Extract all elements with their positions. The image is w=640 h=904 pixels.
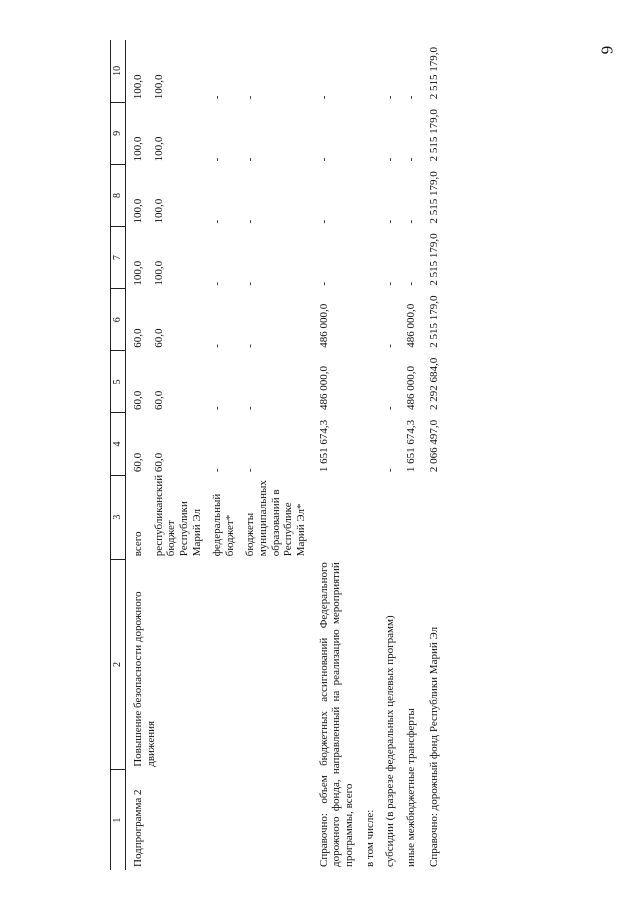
column-header: 7 xyxy=(111,227,126,289)
table-cell: 60,0 xyxy=(152,452,165,473)
table-cell: 2 515 179,0 xyxy=(427,46,440,100)
table-cell: - xyxy=(211,468,224,473)
reference-label: иные межбюджетные трансферты xyxy=(404,708,417,867)
table-cell: - xyxy=(384,344,397,348)
table-cell: 100,0 xyxy=(152,198,165,224)
reference-label: Справочно: объем бюджетных ассигнований Федерального дорожного фонда, направленный на реализацию мероприятий программы, всего xyxy=(317,562,355,867)
column-header: 1 xyxy=(111,770,126,870)
table-cell xyxy=(360,289,381,351)
table-row xyxy=(360,40,381,870)
table-row xyxy=(126,40,149,870)
table-cell: 60,0 xyxy=(152,390,165,410)
column-header: 5 xyxy=(111,351,126,413)
table-cell xyxy=(360,102,381,164)
column-header: 6 xyxy=(111,289,126,351)
table-cell: - xyxy=(244,468,257,473)
table-cell: - xyxy=(211,157,224,162)
table-cell: - xyxy=(404,157,417,162)
table-cell: 486 000,0 xyxy=(317,365,330,410)
table-cell: 2 515 179,0 xyxy=(427,171,440,224)
funding-source: бюджеты муниципальных образований в Республике Марий Эл* xyxy=(244,480,308,557)
funding-source: федеральный бюджет* xyxy=(211,493,236,557)
table-cell: 2 515 179,0 xyxy=(427,295,440,348)
table-cell xyxy=(360,40,381,102)
landscape-content xyxy=(110,40,640,870)
table-cell: 100,0 xyxy=(132,260,144,286)
page-number: 6 xyxy=(596,45,616,55)
table-cell: 2 515 179,0 xyxy=(427,109,440,162)
table-cell: 2 292 684,0 xyxy=(427,357,440,410)
table-cell: - xyxy=(404,95,417,100)
table-cell: 60,0 xyxy=(132,452,144,473)
reference-label: Справочно: дорожный фонд Республики Марий Эл xyxy=(427,626,440,867)
table-cell: 1 651 674,3 xyxy=(404,419,417,473)
table-cell: 100,0 xyxy=(152,136,165,162)
funding-source: всего xyxy=(132,531,144,557)
table-cell xyxy=(360,351,381,413)
table-cell: 100,0 xyxy=(132,74,144,100)
table-cell: - xyxy=(211,281,224,286)
table-cell: - xyxy=(244,219,257,224)
table-cell: - xyxy=(317,281,330,286)
table-cell: 2 515 179,0 xyxy=(427,233,440,286)
table-cell: 100,0 xyxy=(152,260,165,286)
table-cell: - xyxy=(244,95,257,100)
table-cell: - xyxy=(244,157,257,162)
column-header: 2 xyxy=(111,559,126,770)
table-cell: 100,0 xyxy=(132,198,144,224)
table-cell: - xyxy=(211,95,224,100)
table-cell: - xyxy=(384,219,397,224)
table-cell: - xyxy=(244,406,257,410)
table-cell: - xyxy=(404,219,417,224)
table-cell: - xyxy=(384,468,397,473)
budget-table xyxy=(110,40,444,870)
table-cell xyxy=(360,164,381,226)
table-cell: - xyxy=(244,281,257,286)
table-cell: - xyxy=(244,344,257,348)
subprogram-name: Повышение безопасности дорожного движения xyxy=(132,591,157,767)
column-header: 4 xyxy=(111,413,126,475)
table-cell: - xyxy=(384,157,397,162)
table-cell: - xyxy=(211,406,224,410)
rotated-frame xyxy=(110,40,640,870)
table-cell: - xyxy=(211,344,224,348)
table-row xyxy=(380,40,401,870)
table-cell: 60,0 xyxy=(152,328,165,348)
table-cell xyxy=(360,413,381,475)
column-header: 3 xyxy=(111,475,126,559)
reference-label: субсидии (в разрезе федеральных целевых программ) xyxy=(384,615,397,867)
subprogram-label: Подпрограмма 2 xyxy=(132,789,144,867)
column-header: 8 xyxy=(111,164,126,226)
table-row xyxy=(401,40,422,870)
table-cell: 486 000,0 xyxy=(317,303,330,348)
table-cell: 1 651 674,3 xyxy=(317,419,330,473)
table-cell: - xyxy=(317,219,330,224)
reference-label: в том числе: xyxy=(363,809,376,867)
table-row xyxy=(312,40,360,870)
table-cell: 60,0 xyxy=(132,328,144,348)
table-cell: - xyxy=(384,406,397,410)
table-cell: 100,0 xyxy=(132,136,144,162)
funding-source: республиканский бюджет Республики Марий Эл xyxy=(152,474,203,557)
header-row xyxy=(111,40,126,870)
table-cell: 486 000,0 xyxy=(404,365,417,410)
table-cell: - xyxy=(317,157,330,162)
table-cell: 60,0 xyxy=(132,390,144,410)
table-cell: 486 000,0 xyxy=(404,303,417,348)
column-header: 9 xyxy=(111,102,126,164)
table-cell: - xyxy=(384,281,397,286)
table-cell: - xyxy=(404,281,417,286)
table-cell: - xyxy=(317,95,330,100)
table-cell: - xyxy=(384,95,397,100)
table-cell: - xyxy=(211,219,224,224)
table-cell xyxy=(360,227,381,289)
column-header: 10 xyxy=(111,40,126,102)
table-row xyxy=(422,40,445,870)
table-cell: 100,0 xyxy=(152,74,165,100)
table-cell: 2 066 497,0 xyxy=(427,419,440,473)
